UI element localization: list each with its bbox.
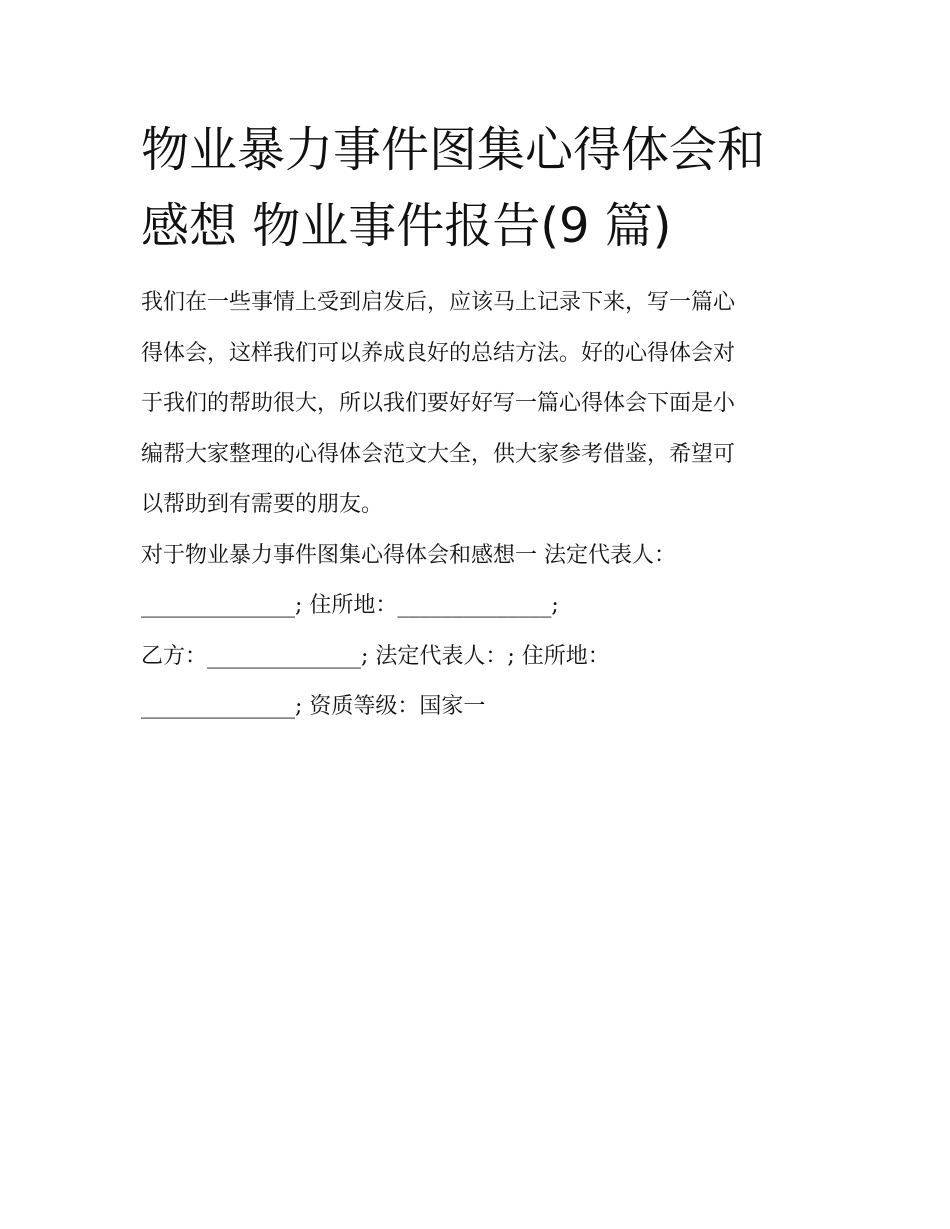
contract-line: 乙方：______________; 法定代表人：; 住所地： <box>141 643 610 669</box>
paragraph-line: 得体会，这样我们可以养成良好的总结方法。好的心得体会对 <box>141 340 736 366</box>
document-content <box>141 112 821 733</box>
contract-section <box>141 531 821 733</box>
intro-paragraph <box>141 278 821 531</box>
contract-line: ______________; 住所地：______________; <box>141 593 559 618</box>
title-line: 感想 物业事件报告(9 篇) <box>141 198 672 254</box>
paragraph-line: 我们在一些事情上受到启发后，应该马上记录下来，写一篇心 <box>141 290 736 315</box>
contract-line: 对于物业暴力事件图集心得体会和感想一 法定代表人： <box>141 542 676 568</box>
paragraph-line: 编帮大家整理的心得体会范文大全，供大家参考借鉴，希望可 <box>141 441 736 467</box>
paragraph-line: 于我们的帮助很大，所以我们要好好写一篇心得体会下面是小 <box>141 391 736 416</box>
contract-line: ______________; 资质等级：国家一 <box>141 694 486 719</box>
paragraph-line: 以帮助到有需要的朋友。 <box>141 492 384 517</box>
document-title <box>141 112 821 264</box>
title-line: 物业暴力事件图集心得体会和 <box>141 122 766 178</box>
